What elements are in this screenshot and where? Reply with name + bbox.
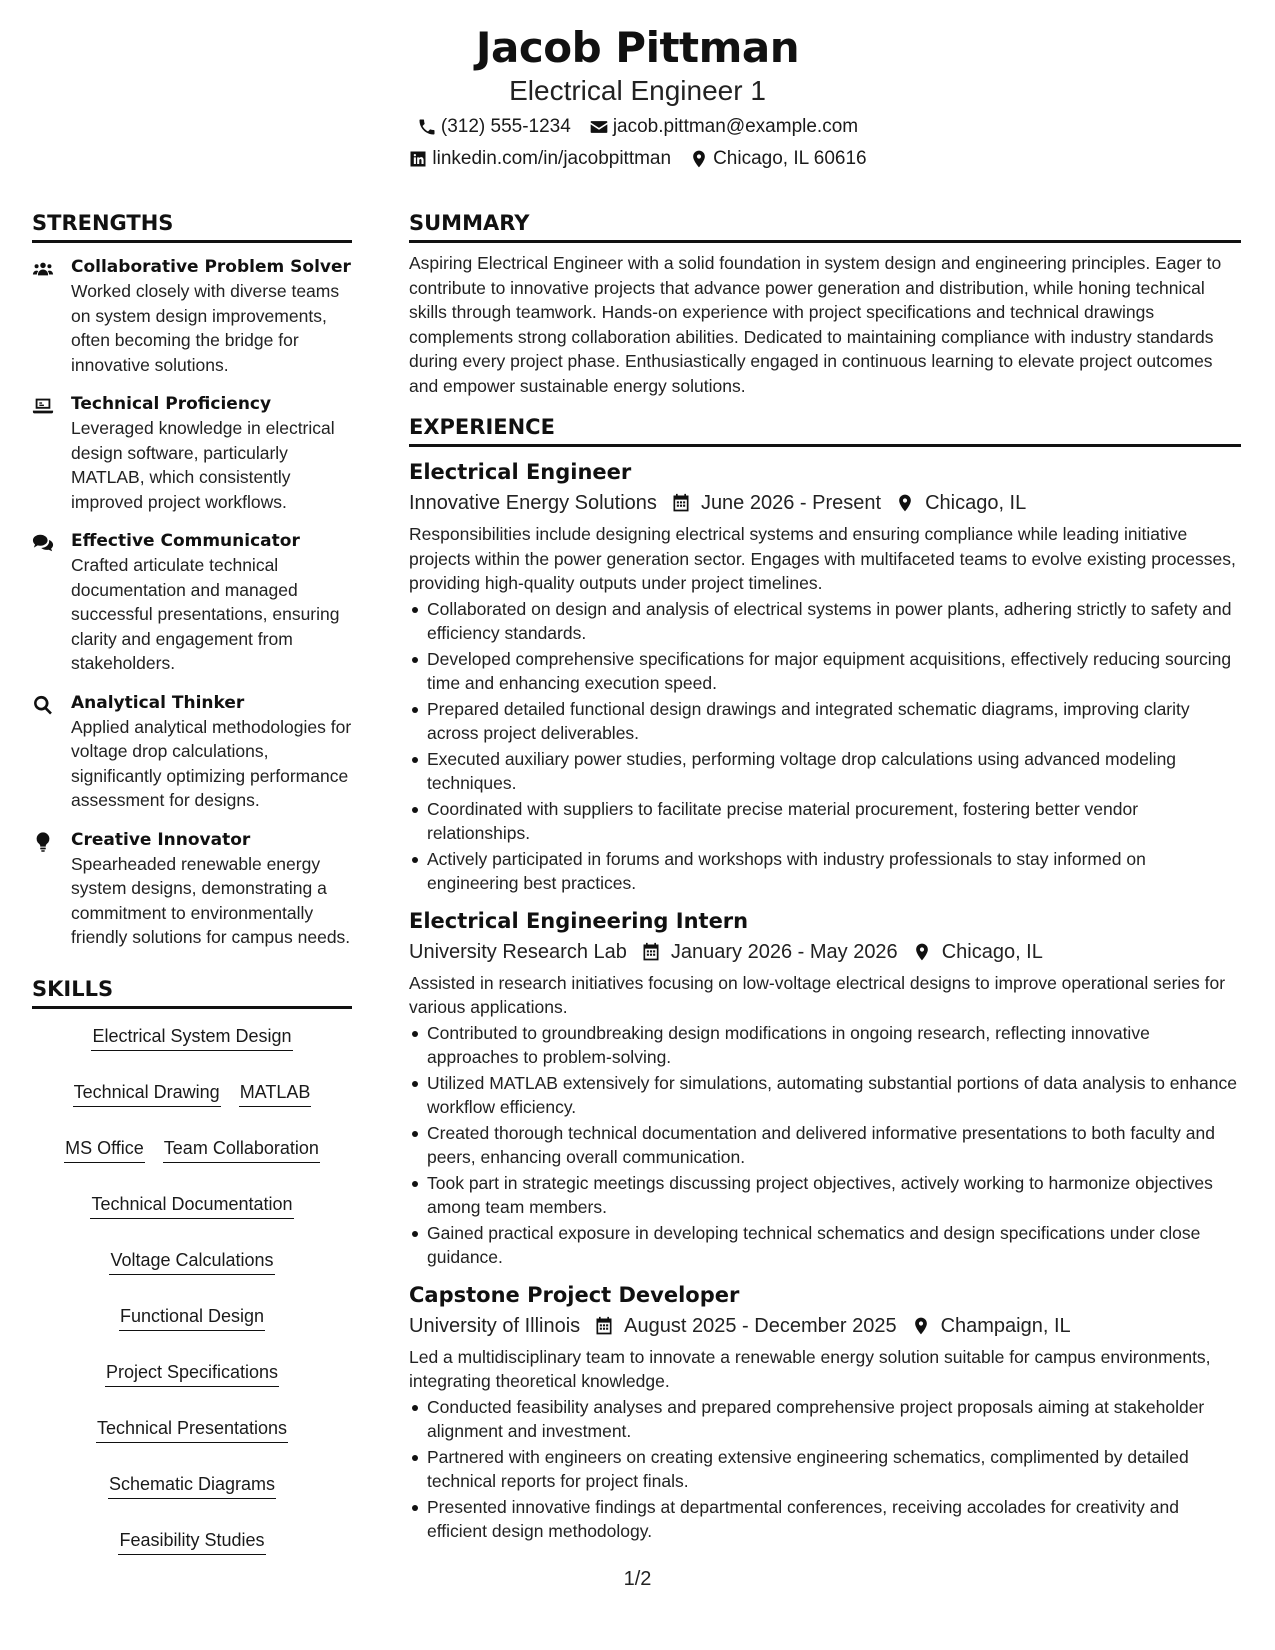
contact-email[interactable] — [589, 112, 858, 142]
contact-linkedin[interactable] — [408, 144, 671, 174]
job-description: Assisted in research initiatives focusing on low-voltage electrical designs to improve operational series for various applications. — [409, 972, 1226, 1017]
search-icon — [32, 694, 54, 716]
summary-heading: SUMMARY — [409, 208, 1241, 243]
bullet-item: Coordinated with suppliers to facilitate precise material procurement, fostering better vendor relationships. — [409, 797, 1241, 846]
job-title: Capstone Project Developer — [409, 1282, 740, 1307]
job-bullets — [409, 1021, 1241, 1270]
strength-item — [32, 255, 352, 377]
strength-desc: Spearheaded renewable energy system designs, demonstrating a commitment to environmentally friendly solutions for campus needs. — [71, 853, 351, 947]
skill-tag: Schematic Diagrams — [108, 1471, 276, 1499]
strength-item — [32, 691, 352, 813]
job-dates: August 2025 - December 2025 — [624, 1314, 897, 1337]
calendar-icon — [641, 942, 661, 962]
job-entry — [409, 457, 1241, 896]
strength-item — [32, 392, 352, 514]
job-dates: January 2026 - May 2026 — [670, 940, 898, 963]
envelope-icon — [589, 117, 609, 137]
job-location: Champaign, IL — [940, 1314, 1071, 1337]
strength-item — [32, 529, 352, 676]
contact-row-2 — [0, 144, 1275, 174]
phone-text: (312) 555-1234 — [440, 116, 571, 137]
left-column — [32, 208, 352, 1555]
strength-title: Technical Proficiency — [71, 394, 272, 414]
job-meta — [409, 488, 1241, 518]
strength-title: Analytical Thinker — [71, 692, 245, 713]
laptop-icon — [32, 395, 54, 417]
strength-desc: Worked closely with diverse teams on system design improvements, often becoming the bridge for innovative solutions. — [71, 281, 340, 375]
bullet-item: Created thorough technical documentation and delivered informative presentations to both faculty and peers, enhancing overall communication. — [409, 1121, 1241, 1170]
candidate-name: Jacob Pittman — [475, 23, 800, 72]
skill-tag: MATLAB — [239, 1079, 312, 1107]
map-marker-icon — [895, 493, 915, 513]
skill-tag: Technical Presentations — [96, 1415, 288, 1443]
candidate-title: Electrical Engineer 1 — [509, 75, 766, 106]
bullet-item: Utilized MATLAB extensively for simulations, automating substantial portions of data analysis to enhance workflow efficiency. — [409, 1071, 1241, 1120]
bullet-item: Collaborated on design and analysis of electrical systems in power plants, adhering strictly to safety and efficiency standards. — [409, 597, 1241, 646]
job-company: Innovative Energy Solutions — [409, 492, 657, 514]
bullet-item: Conducted feasibility analyses and prepared comprehensive project proposals aiming at stakeholder alignment and investment. — [409, 1395, 1241, 1444]
linkedin-icon — [408, 149, 428, 169]
skill-tag: Technical Drawing — [73, 1079, 221, 1107]
strength-item — [32, 828, 352, 950]
bullet-item: Prepared detailed functional design drawings and integrated schematic diagrams, improving clarity across project deliverables. — [409, 697, 1241, 746]
experience-heading: EXPERIENCE — [409, 412, 1241, 447]
strength-title: Effective Communicator — [71, 531, 300, 551]
right-column — [409, 208, 1241, 1545]
users-icon — [32, 258, 54, 280]
skill-tag: MS Office — [64, 1135, 145, 1163]
job-bullets — [409, 597, 1241, 896]
job-meta — [409, 937, 1241, 967]
job-company: University Research Lab — [409, 940, 627, 963]
job-title: Electrical Engineer — [409, 460, 632, 484]
map-marker-icon — [689, 149, 709, 169]
bullet-item: Presented innovative findings at departmental conferences, receiving accolades for creativity and efficient design methodology. — [409, 1495, 1241, 1544]
job-title: Electrical Engineering Intern — [409, 908, 749, 933]
strengths-list — [32, 255, 352, 950]
calendar-icon — [671, 493, 691, 513]
strength-desc: Leveraged knowledge in electrical design software, particularly MATLAB, which consistently improved project workflows. — [71, 418, 335, 512]
skill-tag: Project Specifications — [105, 1359, 279, 1387]
map-marker-icon — [911, 1316, 931, 1336]
job-description: Responsibilities include designing electrical systems and ensuring compliance while leading initiative projects within the power generation sector. Engages with multifaceted teams to evolve existing processes, providing high-quality outputs under project timelines. — [409, 524, 1236, 593]
email-text: jacob.pittman@example.com — [612, 116, 859, 137]
summary-text: Aspiring Electrical Engineer with a solid foundation in system design and engineering principles. Eager to contribute to innovative projects that advance power generation and distribution, while honing technical skills through teamwork. Hands-on experience with project specifications and technical drawings complements strong collaboration abilities. Dedicated to maintaining compliance with industry standards during every project phase. Enthusiastically engaged in continuous learning to elevate project outcomes and empower sustainable energy solutions. — [409, 253, 1222, 396]
strength-title: Collaborative Problem Solver — [71, 257, 351, 277]
strength-title: Creative Innovator — [71, 829, 251, 850]
skill-tag: Electrical System Design — [91, 1023, 292, 1051]
job-company: University of Illinois — [409, 1314, 581, 1337]
job-dates: June 2026 - Present — [700, 492, 882, 514]
skill-tag: Team Collaboration — [163, 1135, 320, 1163]
linkedin-text: linkedin.com/in/jacobpittman — [432, 148, 672, 169]
bullet-item: Partnered with engineers on creating extensive engineering schematics, complimented by detailed technical reports for project finals. — [409, 1445, 1241, 1494]
bullet-item: Contributed to groundbreaking design modifications in ongoing research, reflecting innovative approaches to problem-solving. — [409, 1021, 1241, 1070]
calendar-icon — [594, 1316, 614, 1336]
job-bullets — [409, 1395, 1241, 1544]
skill-tag: Feasibility Studies — [118, 1527, 265, 1555]
skill-tag: Functional Design — [119, 1303, 265, 1331]
job-location: Chicago, IL — [925, 492, 1027, 514]
job-entry — [409, 906, 1241, 1270]
location-text: Chicago, IL 60616 — [713, 148, 867, 169]
page-number: 1/2 — [623, 1568, 652, 1590]
lightbulb-icon — [32, 831, 54, 853]
strength-desc: Crafted articulate technical documentation and managed successful presentations, ensuring clarity and engagement from stakeholders. — [71, 555, 340, 673]
skills-list — [32, 1023, 352, 1555]
bullet-item: Executed auxiliary power studies, performing voltage drop calculations using advanced modeling techniques. — [409, 747, 1241, 796]
job-location: Chicago, IL — [941, 940, 1043, 963]
skills-heading: SKILLS — [32, 974, 352, 1009]
bullet-item: Took part in strategic meetings discussing project objectives, actively working to harmonize objectives among team members. — [409, 1171, 1241, 1220]
job-description: Led a multidisciplinary team to innovate a renewable energy solution suitable for campus environments, integrating theoretical knowledge. — [409, 1346, 1211, 1391]
comments-icon — [32, 532, 54, 554]
skill-tag: Technical Documentation — [90, 1191, 293, 1219]
phone-icon — [417, 117, 437, 137]
bullet-item: Developed comprehensive specifications for major equipment acquisitions, effectively reducing sourcing time and enhancing execution speed. — [409, 647, 1241, 696]
contact-location — [689, 144, 867, 174]
bullet-item: Gained practical exposure in developing technical schematics and design specifications under close guidance. — [409, 1221, 1241, 1270]
contact-phone[interactable] — [417, 112, 571, 142]
map-marker-icon — [912, 942, 932, 962]
job-meta — [409, 1311, 1241, 1341]
bullet-item: Actively participated in forums and workshops with industry professionals to stay informed on engineering best practices. — [409, 847, 1241, 896]
resume-header — [0, 22, 1275, 174]
skill-tag: Voltage Calculations — [109, 1247, 274, 1275]
strength-desc: Applied analytical methodologies for voltage drop calculations, significantly optimizing performance assessment for designs. — [71, 716, 352, 810]
contact-row-1 — [0, 112, 1275, 142]
strengths-heading: STRENGTHS — [32, 208, 352, 243]
job-entry — [409, 1280, 1241, 1544]
